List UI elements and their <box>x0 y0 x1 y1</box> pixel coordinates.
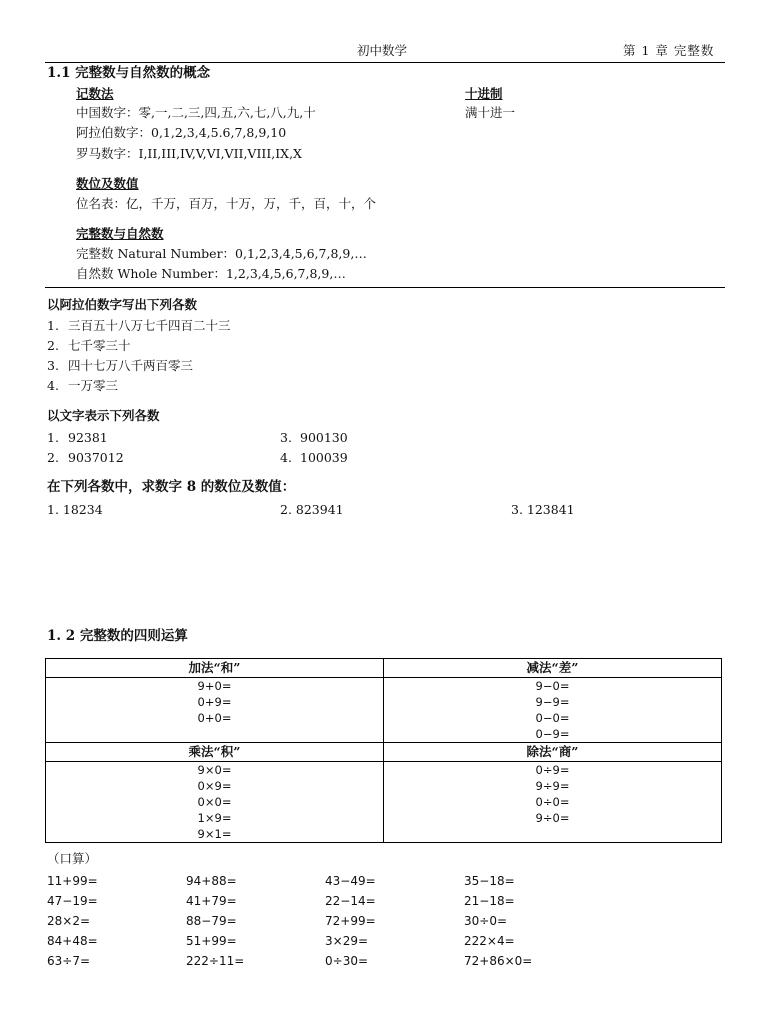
sub-item: 0−9= <box>535 727 570 741</box>
sub-cell <box>384 678 722 743</box>
natural-number-line: 自然数 Whole Number：1,2,3,4,5,6,7,8,9,… <box>76 266 346 281</box>
exercise1-item: 七千零三十 <box>68 338 131 353</box>
mental-item: 41+79= <box>186 894 237 908</box>
exercise2-item-num: 3. <box>280 430 292 445</box>
mul-item: 9×0= <box>197 763 232 777</box>
section-title-1-2: 1. 2 完整数的四则运算 <box>47 628 188 644</box>
mental-item: 28×2= <box>47 914 91 928</box>
mental-item: 88−79= <box>186 914 237 928</box>
notation-arabic: 阿拉伯数字：0,1,2,3,4,5.6,7,8,9,10 <box>76 125 287 140</box>
exercise2-item: 100039 <box>300 450 348 465</box>
exercise1-item: 一万零三 <box>68 378 119 393</box>
mental-item: 22−14= <box>325 894 376 908</box>
exercise1-item: 四十七万八千两百零三 <box>68 358 194 373</box>
div-item: 0÷0= <box>535 795 570 809</box>
mental-item: 222×4= <box>464 934 515 948</box>
section-divider <box>45 287 725 288</box>
div-cell <box>384 762 722 843</box>
exercise1-item-num: 3. <box>47 358 59 373</box>
add-item: 0+9= <box>197 695 232 709</box>
exercise3-item: 1. 18234 <box>47 502 103 517</box>
operations-table <box>45 658 722 843</box>
mental-item: 72+86×0= <box>464 954 533 968</box>
exercise1-item: 三百五十八万七千四百二十三 <box>68 318 231 333</box>
exercise2-item: 92381 <box>68 430 108 445</box>
decimal-text: 满十进一 <box>465 105 516 120</box>
add-header: 加法“和” <box>46 659 384 678</box>
sub-item: 9−9= <box>535 695 570 709</box>
exercise2-item-num: 2. <box>47 450 59 465</box>
exercise3-title: 在下列各数中，求数字 8 的数位及数值： <box>47 479 296 495</box>
sub-item: 9−0= <box>535 679 570 693</box>
mental-item: 3×29= <box>325 934 369 948</box>
mental-item: 51+99= <box>186 934 237 948</box>
mental-item: 47−19= <box>47 894 98 908</box>
sub-item: 0−0= <box>535 711 570 725</box>
exercise2-item: 900130 <box>300 430 348 445</box>
mental-item: 63÷7= <box>47 954 91 968</box>
sub-header: 减法“差” <box>384 659 722 678</box>
heading-whole-natural: 完整数与自然数 <box>76 226 164 241</box>
mental-label: （口算） <box>47 851 98 866</box>
mental-item: 30÷0= <box>464 914 508 928</box>
header-subject: 初中数学 <box>357 43 408 58</box>
mul-item: 0×0= <box>197 795 232 809</box>
mental-item: 0÷30= <box>325 954 369 968</box>
mental-item: 84+48= <box>47 934 98 948</box>
exercise2-item-num: 1. <box>47 430 59 445</box>
heading-decimal: 十进制 <box>465 86 503 101</box>
mental-item: 222÷11= <box>186 954 245 968</box>
header-divider <box>45 62 725 63</box>
header-chapter: 第 1 章 完整数 <box>623 43 715 58</box>
place-value-text: 位名表：亿，千万，百万，十万，万，千，百，十，个 <box>76 196 377 211</box>
div-item: 0÷9= <box>535 763 570 777</box>
mental-item: 72+99= <box>325 914 376 928</box>
exercise2-item: 9037012 <box>68 450 124 465</box>
mul-header: 乘法“积” <box>46 743 384 762</box>
exercise2-title: 以文字表示下列各数 <box>47 408 160 423</box>
add-item: 0+0= <box>197 711 232 725</box>
mul-item: 0×9= <box>197 779 232 793</box>
add-cell <box>46 678 384 743</box>
mental-item: 94+88= <box>186 874 237 888</box>
exercise1-item-num: 4. <box>47 378 59 393</box>
mul-cell <box>46 762 384 843</box>
exercise3-item: 2. 823941 <box>280 502 344 517</box>
exercise2-item-num: 4. <box>280 450 292 465</box>
heading-place-value: 数位及数值 <box>76 176 139 191</box>
whole-number-line: 完整数 Natural Number：0,1,2,3,4,5,6,7,8,9,… <box>76 246 367 261</box>
notation-roman: 罗马数字：I,II,III,IV,V,VI,VII,VIII,IX,X <box>76 146 302 161</box>
mental-item: 43−49= <box>325 874 376 888</box>
div-header: 除法“商” <box>384 743 722 762</box>
mental-item: 35−18= <box>464 874 515 888</box>
exercise1-item-num: 2. <box>47 338 59 353</box>
exercise1-item-num: 1. <box>47 318 59 333</box>
mul-item: 1×9= <box>197 811 232 825</box>
exercise3-item: 3. 123841 <box>511 502 575 517</box>
add-item: 9+0= <box>197 679 232 693</box>
mental-item: 21−18= <box>464 894 515 908</box>
exercise1-title: 以阿拉伯数字写出下列各数 <box>47 297 198 312</box>
mental-item: 11+99= <box>47 874 98 888</box>
section-title-1-1: 1.1 完整数与自然数的概念 <box>47 65 211 81</box>
mul-item: 9×1= <box>197 827 232 841</box>
notation-chinese: 中国数字：零,一,二,三,四,五,六,七,八,九,十 <box>76 105 316 120</box>
heading-notation: 记数法 <box>76 86 114 101</box>
div-item: 9÷9= <box>535 779 570 793</box>
div-item: 9÷0= <box>535 811 570 825</box>
